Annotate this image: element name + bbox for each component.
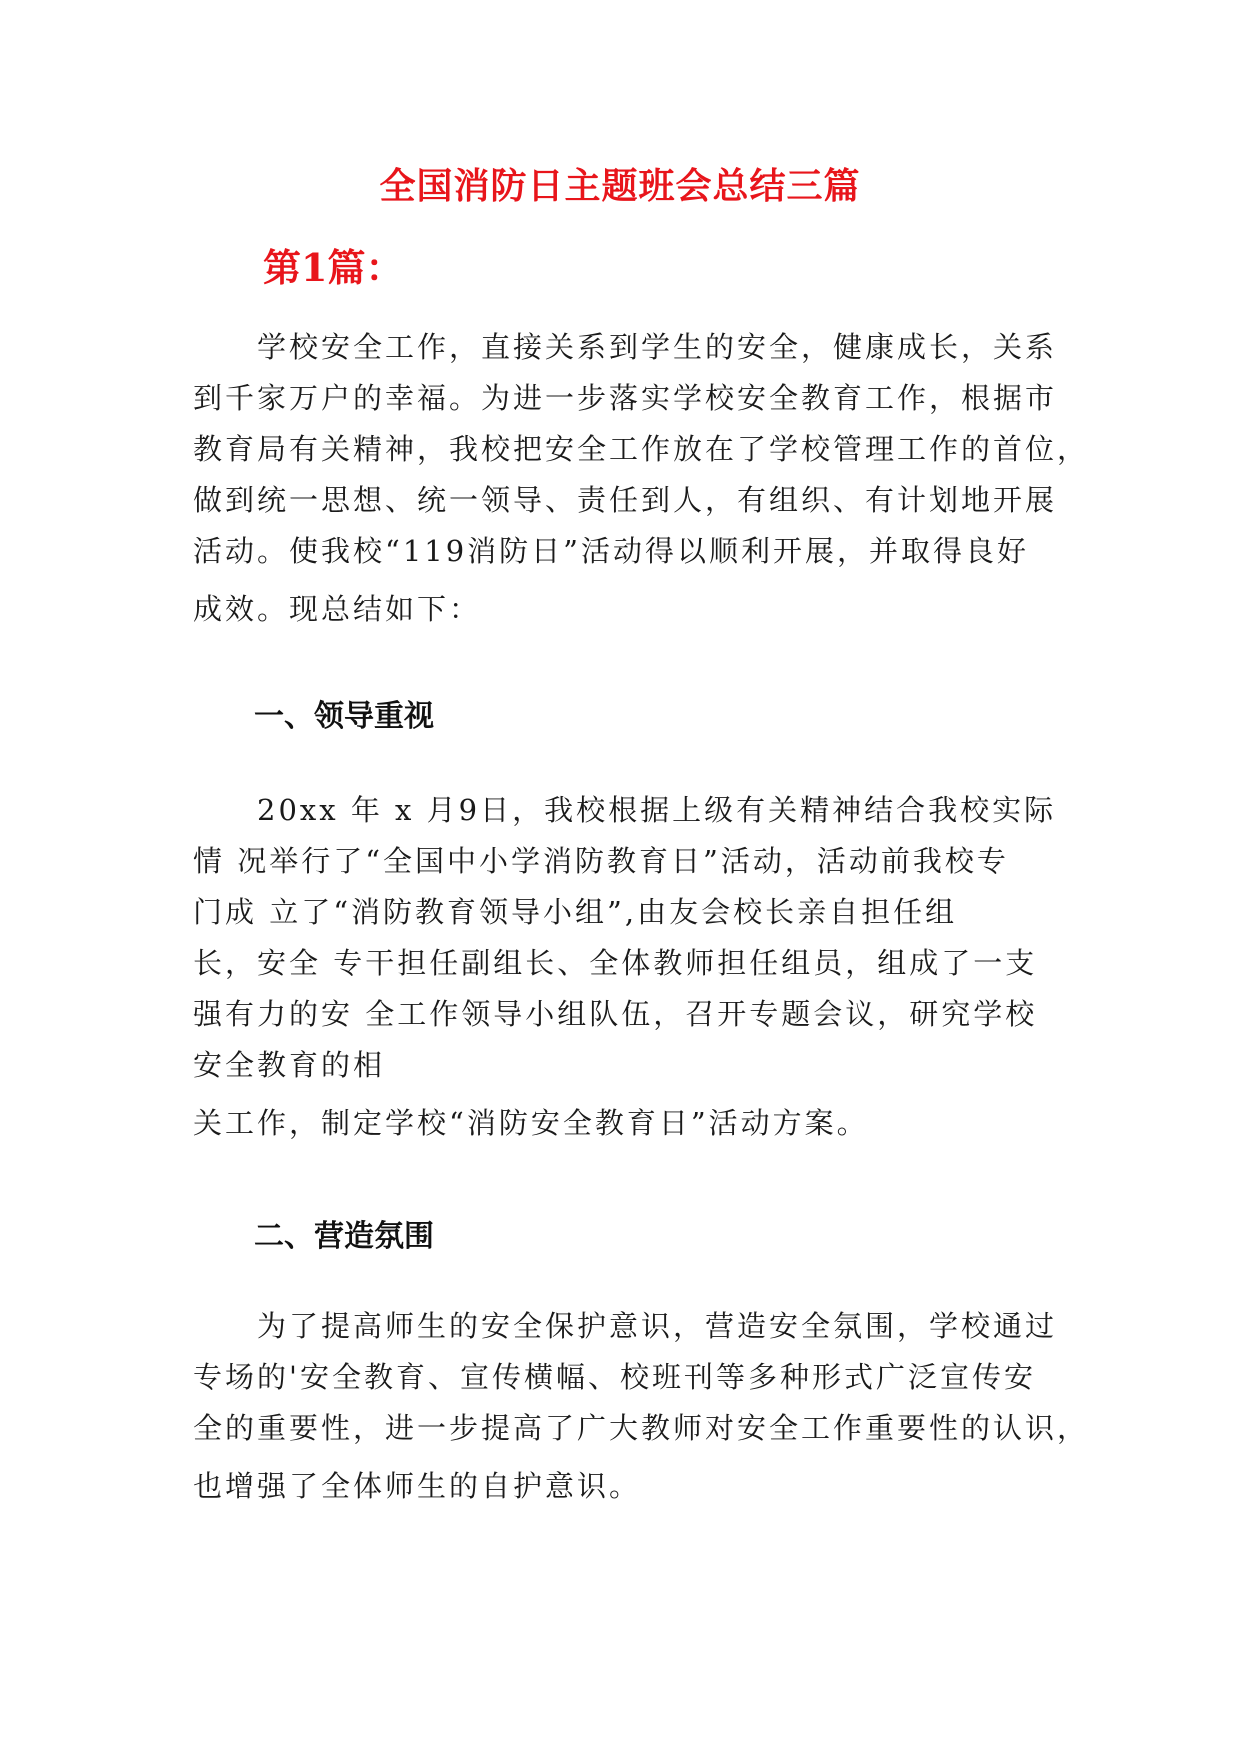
section-1-line: 门成 立了“消防教育领导小组”,由友会校长亲自担任组 [193, 895, 958, 929]
intro-line: 成效。现总结如下： [193, 592, 482, 626]
section-2-line: 专场的'安全教育、宣传横幅、校班刊等多种形式广泛宣传安 [193, 1360, 1036, 1394]
section-1-line: 长，安全 专干担任副组长、全体教师担任组员，组成了一支 [193, 946, 1038, 980]
document-title: 全国消防日主题班会总结三篇 [379, 165, 861, 207]
intro-line: 教育局有关精神，我校把安全工作放在了学校管理工作的首位， [193, 432, 1090, 466]
section-1-line: 关工作，制定学校“消防安全教育日”活动方案。 [193, 1106, 869, 1140]
intro-line: 活动。使我校“119消防日”活动得以顺利开展，并取得良好 [193, 534, 1030, 568]
section-1-line: 20xx 年 x 月9日，我校根据上级有关精神结合我校实际 [193, 793, 1057, 827]
intro-line: 到千家万户的幸福。为进一步落实学校安全教育工作，根据市 [193, 381, 1058, 415]
section-1-line: 情 况举行了“全国中小学消防教育日”活动，活动前我校专 [193, 844, 1009, 878]
section-heading-1: 一、领导重视 [254, 699, 434, 734]
section-2-line: 为了提高师生的安全保护意识，营造安全氛围，学校通过 [193, 1309, 1058, 1343]
intro-line: 学校安全工作，直接关系到学生的安全，健康成长，关系 [193, 330, 1058, 364]
section-2-line: 也增强了全体师生的自护意识。 [193, 1469, 642, 1503]
intro-line: 做到统一思想、统一领导、责任到人，有组织、有计划地开展 [193, 483, 1058, 517]
part-heading: 第1篇： [263, 245, 404, 290]
section-2-line: 全的重要性，进一步提高了广大教师对安全工作重要性的认识， [193, 1411, 1090, 1445]
section-1-line: 强有力的安 全工作领导小组队伍，召开专题会议，研究学校 [193, 997, 1038, 1031]
section-heading-2: 二、营造氛围 [254, 1219, 434, 1254]
section-1-line: 安全教育的相 [193, 1048, 386, 1082]
